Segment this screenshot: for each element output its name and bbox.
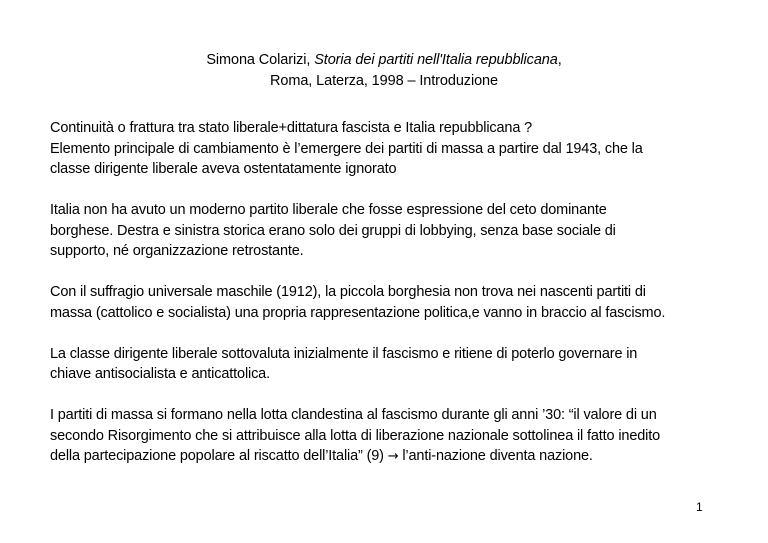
text-line: chiave antisocialista e anticattolica. <box>50 366 270 382</box>
text-after-arrow: l’anti-nazione diventa nazione. <box>398 448 593 464</box>
paragraph-3 <box>50 282 725 323</box>
text-line: secondo Risorgimento che si attribuisce alla lotta di liberazione nazionale sottolinea il fatto inedito <box>50 427 661 444</box>
text-line: I partiti di massa si formano nella lotta clandestina al fascismo durante gli anni ’30: “il valore di un <box>50 407 657 423</box>
text-line: borghese. Destra e sinistra storica erano solo dei gruppi di lobbying, senza base sociale di <box>50 222 616 239</box>
text-line: Continuità o frattura tra stato liberale+dittatura fascista e Italia repubblicana ? <box>50 120 533 136</box>
citation-title-suffix: , <box>557 52 562 68</box>
text-line: La classe dirigente liberale sottovaluta inizialmente il fascismo e ritiene di poterlo governare in <box>50 345 638 362</box>
citation-header <box>0 50 768 92</box>
text-line-with-arrow <box>50 446 725 468</box>
paragraph-2 <box>50 200 725 262</box>
body-text <box>50 118 725 488</box>
page-number: 1 <box>696 500 703 514</box>
paragraph-1 <box>50 118 725 180</box>
text-line: massa (cattolico e socialista) una propria rappresentazione politica,e vanno in braccio al fascismo. <box>50 304 666 321</box>
paragraph-5 <box>50 405 725 468</box>
text-line: Italia non ha avuto un moderno partito liberale che fosse espressione del ceto dominante <box>50 202 607 218</box>
right-arrow-icon: → <box>387 449 399 464</box>
text-line: Elemento principale di cambiamento è l’emergere dei partiti di massa a partire dal 1943, che la <box>50 140 643 157</box>
text-line: supporto, né organizzazione retrostante. <box>50 243 304 259</box>
paragraph-4 <box>50 344 725 385</box>
text-before-arrow: della partecipazione popolare al riscatto dell’Italia” (9) <box>50 448 388 464</box>
text-line: classe dirigente liberale aveva ostentatamente ignorato <box>50 161 397 177</box>
citation-line-1 <box>0 50 768 71</box>
citation-line-2: Roma, Laterza, 1998 – Introduzione <box>270 73 498 89</box>
citation-author: Simona Colarizi, <box>206 52 315 68</box>
text-line: Con il suffragio universale maschile (1912), la piccola borghesia non trova nei nascenti partiti di <box>50 284 646 300</box>
citation-book-title: Storia dei partiti nell'Italia repubblicana <box>314 52 558 68</box>
